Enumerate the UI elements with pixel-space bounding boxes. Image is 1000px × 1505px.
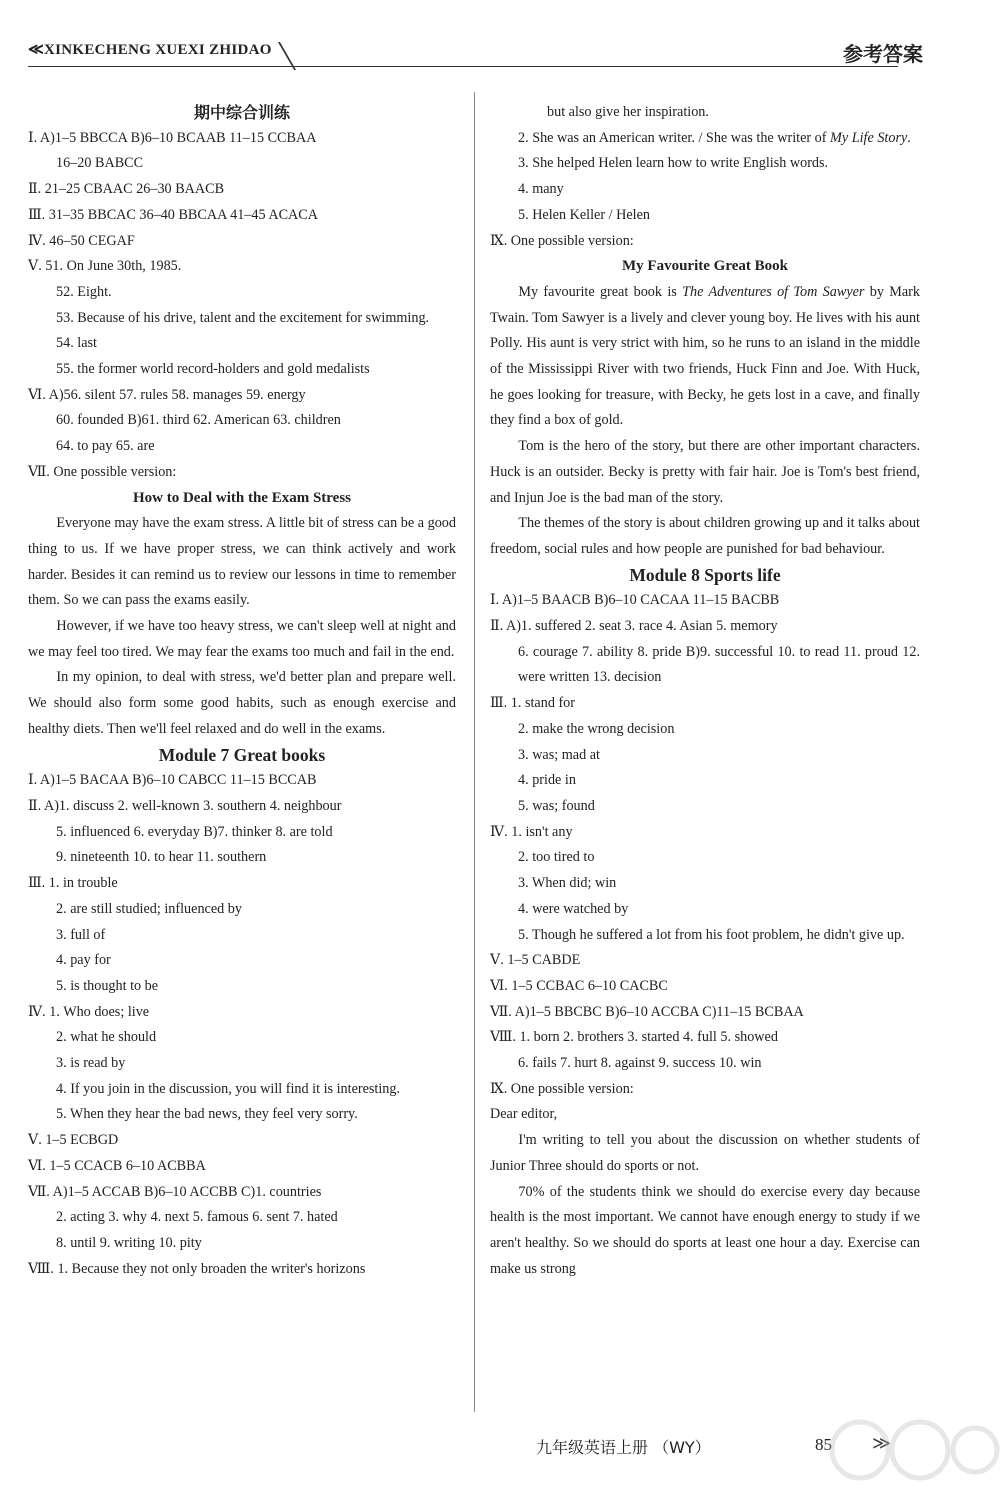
answer-line: 3. was; mad at — [518, 746, 600, 763]
answer-line: 4. many — [518, 181, 564, 198]
right-column — [490, 100, 920, 1282]
answer-line: Ⅱ. A)1. discuss 2. well-known 3. southern 4. neighbour — [28, 797, 342, 814]
answer-line: Ⅳ. 1. Who does; live — [28, 1003, 150, 1020]
answer-line: Ⅷ. 1. Because they not only broaden the writer's horizons — [28, 1260, 366, 1277]
essay-text: My favourite great book is — [518, 283, 683, 300]
column-divider — [474, 92, 475, 1412]
answer-line: Ⅲ. 1. in trouble — [28, 875, 118, 892]
module-7-title: Module 7 Great books — [158, 744, 326, 765]
midterm-title: 期中综合训练 — [193, 103, 290, 122]
answer-line: 64. to pay 65. are — [56, 438, 155, 455]
answer-line: 9. nineteenth 10. to hear 11. southern — [56, 849, 267, 866]
answer-line: Ⅲ. 1. stand for — [490, 695, 576, 712]
answer-line: but also give her inspiration. — [547, 104, 709, 120]
essay-paragraph: Tom is the hero of the story, but there are other important characters. Huck is an outsider. Becky is pretty with fair hair. Joe is Tom's best friend, and Injun Joe is the bad man of the story. — [490, 438, 920, 506]
answer-line: Ⅰ. A)1–5 BAACB B)6–10 CACAA 11–15 BACBB — [490, 592, 780, 609]
answer-line: 55. the former world record-holders and gold medalists — [56, 361, 370, 378]
answer-line: Ⅵ. 1–5 CCBAC 6–10 CACBC — [490, 977, 668, 994]
answer-line: 3. She helped Helen learn how to write English words. — [518, 155, 829, 172]
page-number: 85 — [815, 1435, 832, 1454]
module-8-title: Module 8 Sports life — [629, 564, 781, 585]
answer-line: 4. pride in — [518, 772, 576, 789]
answer-line: 54. last — [56, 335, 97, 352]
book-title: The Adventures of Tom Sawyer — [682, 283, 865, 300]
answer-line: 4. were watched by — [518, 900, 629, 917]
answer-line: 5. influenced 6. everyday B)7. thinker 8. are told — [56, 823, 333, 840]
answer-line: 5. When they hear the bad news, they feel very sorry. — [56, 1106, 358, 1123]
answer-line: Ⅵ. 1–5 CCACB 6–10 ACBBA — [28, 1157, 206, 1174]
answer-line: Ⅸ. One possible version: — [490, 1080, 634, 1097]
answer-line: Ⅴ. 1–5 ECBGD — [28, 1132, 119, 1149]
answer-line: 16–20 BABCC — [56, 155, 144, 172]
answer-line: Ⅶ. A)1–5 ACCAB B)6–10 ACCBB C)1. countries — [28, 1183, 322, 1200]
answer-line: 2. She was an American writer. / She was the writer of My Life Story. — [518, 129, 911, 146]
answer-line: 6. fails 7. hurt 8. against 9. success 10. win — [518, 1055, 762, 1072]
header-rule — [28, 66, 898, 67]
answer-line: Ⅰ. A)1–5 BACAA B)6–10 CABCC 11–15 BCCAB — [28, 772, 317, 789]
answer-line: Ⅱ. A)1. suffered 2. seat 3. race 4. Asian 5. memory — [490, 618, 778, 635]
answer-line: 4. If you join in the discussion, you will find it is interesting. — [56, 1080, 401, 1097]
answer-line: Ⅷ. 1. born 2. brothers 3. started 4. full 5. showed — [490, 1029, 778, 1046]
watermark-logo-icon — [800, 1405, 1000, 1505]
answers-heading: 参考答案 — [843, 42, 923, 66]
answer-line: Ⅴ. 1–5 CABDE — [490, 952, 581, 969]
answer-line: 8. until 9. writing 10. pity — [56, 1234, 202, 1251]
answer-line: Ⅳ. 1. isn't any — [490, 823, 573, 840]
answer-line: 6. courage 7. ability 8. pride B)9. successful 10. to read 11. proud 12. were written 13. decision — [518, 643, 920, 686]
book-title: My Life Story — [830, 129, 908, 146]
answer-line: 2. make the wrong decision — [518, 720, 675, 737]
answer-line: 5. Helen Keller / Helen — [518, 206, 650, 223]
essay-paragraph: Everyone may have the exam stress. A little bit of stress can be a good thing to us. If we have proper stress, we can think actively and work harder. Besides it can remind us to review our lessons in time to remember them. So we can pass the exams easily. — [28, 515, 456, 609]
essay-title: My Favourite Great Book — [622, 258, 788, 275]
essay-paragraph — [490, 280, 920, 434]
answer-line: 2. too tired to — [518, 849, 595, 866]
answer-line: Ⅶ. One possible version: — [28, 463, 177, 480]
letter-paragraph: 70% of the students think we should do exercise every day because health is the most important. We cannot have enough energy to study if we aren't healthy. So we should do sports at least one hour a day. Exercise can make us strong — [490, 1183, 920, 1277]
answer-line: 2. what he should — [56, 1029, 157, 1046]
answer-line: Ⅰ. A)1–5 BBCCA B)6–10 BCAAB 11–15 CCBAA — [28, 129, 317, 146]
letter-salutation: Dear editor, — [490, 1106, 558, 1123]
essay-paragraph: The themes of the story is about children growing up and it talks about freedom, social rules and how people are punished for bad behaviour. — [490, 515, 920, 557]
answer-line: Ⅱ. 21–25 CBAAC 26–30 BAACB — [28, 181, 225, 198]
answer-line: 5. is thought to be — [56, 977, 159, 994]
essay-text: by Mark Twain. Tom Sawyer is a lively and clever young boy. He lives with his aunt Polly. His aunt is very strict with him, so he runs to an island in the middle of the Mississippi River with two friends, Huck Finn and Joe. With Huck, he goes looking for treasure, with Becky, he gets lost in a cave, and finally they find a box of gold. — [490, 283, 920, 429]
essay-paragraph: However, if we have too heavy stress, we can't sleep well at night and we may feel too tired. We may fear the exams too much and fail in the end. — [28, 618, 456, 660]
answer-line: 5. was; found — [518, 797, 595, 814]
page-header — [28, 38, 923, 70]
answer-text: 2. She was an American writer. / She was the writer of — [518, 129, 831, 146]
series-brand: ≪XINKECHENG XUEXI ZHIDAO — [28, 42, 272, 58]
answer-line: Ⅶ. A)1–5 BBCBC B)6–10 ACCBA C)11–15 BCBAA — [490, 1003, 804, 1020]
answer-line: 2. acting 3. why 4. next 5. famous 6. sent 7. hated — [56, 1209, 338, 1226]
book-label: 九年级英语上册 （WY） — [536, 1438, 711, 1457]
answer-line: 4. pay for — [56, 952, 111, 969]
answer-line: 3. full of — [56, 926, 106, 943]
answer-line: Ⅲ. 31–35 BBCAC 36–40 BBCAA 41–45 ACACA — [28, 206, 318, 223]
next-arrows-icon: ≫ — [872, 1433, 891, 1453]
answer-line: 52. Eight. — [56, 283, 112, 300]
answer-line: Ⅸ. One possible version: — [490, 232, 634, 249]
left-column — [28, 100, 456, 1282]
answer-line: Ⅵ. A)56. silent 57. rules 58. manages 59. energy — [28, 386, 306, 403]
answer-line: 5. Though he suffered a lot from his foot problem, he didn't give up. — [518, 926, 905, 943]
answer-line: Ⅳ. 46–50 CEGAF — [28, 232, 135, 249]
letter-paragraph: I'm writing to tell you about the discussion on whether students of Junior Three should do sports or not. — [490, 1132, 920, 1174]
essay-paragraph: In my opinion, to deal with stress, we'd better plan and prepare well. We should also form some good habits, such as enough exercise and healthy diets. Then we'll feel relaxed and do well in the exams. — [28, 669, 456, 737]
essay-title: How to Deal with the Exam Stress — [132, 489, 352, 506]
answer-line: 2. are still studied; influenced by — [56, 900, 242, 917]
answer-line: 60. founded B)61. third 62. American 63. children — [56, 412, 341, 429]
answer-line: Ⅴ. 51. On June 30th, 1985. — [28, 258, 182, 275]
answer-line: 3. is read by — [56, 1055, 126, 1072]
answer-line: 53. Because of his drive, talent and the excitement for swimming. — [56, 309, 430, 326]
answer-line: 3. When did; win — [518, 875, 617, 892]
